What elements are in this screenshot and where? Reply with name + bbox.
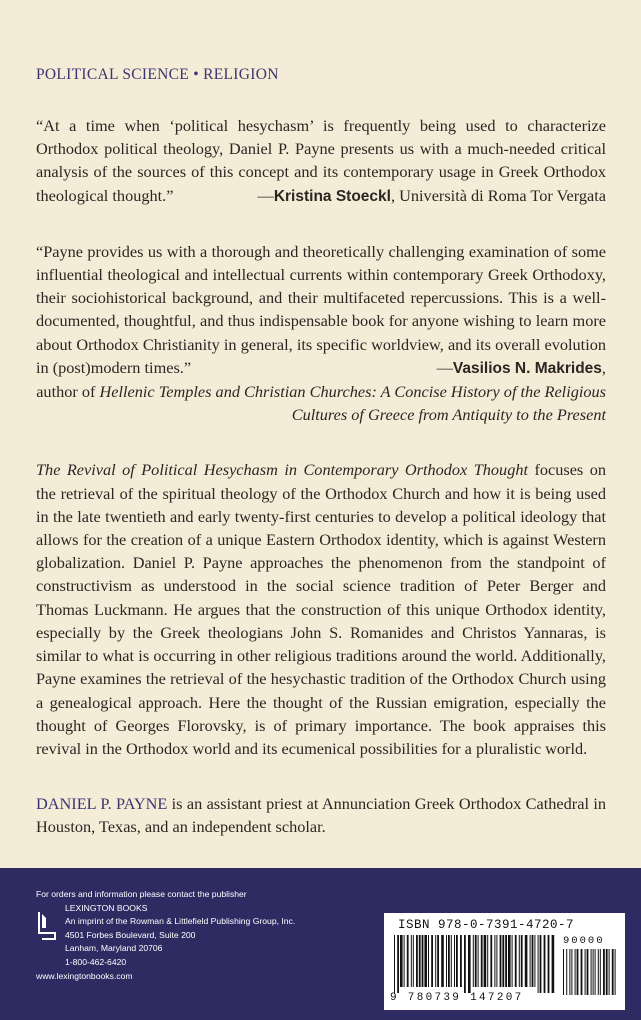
- book-title: The Revival of Political Hesychasm in Contemporary Orthodox Thought: [36, 460, 528, 480]
- barcode-bar: [571, 949, 572, 995]
- barcode-bar: [606, 949, 608, 995]
- name-suffix: ,: [601, 357, 606, 377]
- barcode-bar: [593, 949, 594, 995]
- barcode-bar: [595, 949, 596, 995]
- publisher-info: [36, 888, 376, 983]
- barcode-bar: [468, 935, 471, 993]
- imprint-line: An imprint of the Rowman & Littlefield Publishing Group, Inc.: [65, 916, 296, 927]
- barcode-bar: [548, 935, 550, 993]
- barcode-bar: [603, 949, 605, 995]
- barcode-bar: [512, 935, 513, 987]
- barcode-bar: [484, 935, 487, 987]
- attribution-dash: —: [436, 357, 453, 377]
- barcode-bar: [612, 949, 614, 995]
- address-line1: 4501 Forbes Boulevard, Suite 200: [65, 929, 196, 940]
- book-title-line1: Hellenic Temples and Christian Churches: A Concise History of the Religious: [99, 382, 606, 402]
- cover-text: [36, 66, 606, 839]
- barcode-bar: [552, 935, 555, 993]
- barcode-bar: [437, 935, 439, 987]
- barcode-bar: [464, 935, 466, 993]
- barcode-bar: [456, 935, 458, 987]
- barcode-bar: [530, 935, 531, 987]
- barcode-bar: [490, 935, 492, 987]
- publisher-footer: [0, 868, 641, 1020]
- barcode-bar: [424, 935, 427, 987]
- barcode-bar: [422, 935, 424, 987]
- barcode-bar: [563, 949, 564, 995]
- barcode-bar: [585, 949, 586, 995]
- addon-digits: 90000: [563, 935, 605, 947]
- endorser-credit: [36, 380, 606, 403]
- order-intro: For orders and information please contact the publisher: [36, 889, 247, 899]
- book-title-line2: Cultures of Greece from Antiquity to the Present: [291, 405, 606, 425]
- barcode-bar: [534, 935, 535, 987]
- description-text: focuses on the retrieval of the spiritual theology of the Orthodox Church and how it is being used in the late twentieth and early twenty-first centuries to develop a political ideology that allows for the creation of a unique Eastern Orthodox identity, which is against Western globalization. Daniel P. Payne approaches the phenomenon from the standpoint of constructivism as understood in the social science tradition of Peter Berger and Thomas Luckmann. He argues that the construction of this unique Orthodox identity, especially by the Greek theologians John S. Romanides and Christos Yannaras, is similar to what is occurring in other religious traditions around the world. Additionally, Payne examines the retrieval of the hesychastic tradition of the Orthodox Church using a genealogical approach. Here the thought of the Russian emigration, especially the thought of Georges Florovsky, is of primary importance. The book appraises this revival in the Orthodox world and its ecumenical possibilities for a pluralistic world.: [36, 460, 606, 758]
- barcode-bar: [581, 949, 583, 995]
- endorser-credit-line2: [36, 403, 606, 426]
- barcode-bar: [413, 935, 414, 987]
- barcode-bar: [416, 935, 418, 987]
- barcode-bar: [600, 949, 601, 995]
- barcode-bar: [431, 935, 433, 987]
- addon-barcode-bars: [561, 949, 617, 1001]
- barcode-bar: [397, 935, 399, 993]
- barcode-bar: [609, 949, 610, 995]
- barcode-bar: [521, 935, 523, 987]
- endorser-name: Kristina Stoeckl: [273, 187, 391, 205]
- barcode-bar: [577, 949, 579, 995]
- ean-digits: 9 780739 147207: [390, 992, 524, 1004]
- isbn-barcode: [384, 913, 625, 1010]
- barcode-bar: [428, 935, 429, 987]
- ean-barcode-bars: [392, 935, 557, 993]
- barcode-bar: [481, 935, 483, 987]
- barcode-bar: [411, 935, 412, 987]
- barcode-bar: [451, 935, 452, 987]
- barcode-bar: [591, 949, 592, 995]
- address-line2: Lanham, Maryland 20706: [65, 943, 163, 954]
- author-name: DANIEL P. PAYNE: [36, 794, 168, 814]
- barcode-bar: [519, 935, 520, 987]
- barcode-bar: [615, 949, 616, 995]
- author-bio-text: is an assistant priest at Annunciation Greek Orthodox Cathedral in Houston, Texas, and an independent scholar.: [36, 794, 606, 837]
- barcode-bar: [407, 935, 409, 987]
- endorser-name: Vasilios N. Makrides: [452, 359, 602, 377]
- barcode-bar: [500, 935, 502, 987]
- barcode-bar: [532, 935, 534, 987]
- author-prefix: author of: [36, 382, 100, 402]
- barcode-bar: [473, 935, 474, 987]
- phone-number: 1-800-462-6420: [65, 956, 127, 967]
- barcode-bar: [505, 935, 507, 987]
- website-url: www.lexingtonbooks.com: [36, 970, 133, 981]
- attribution-dash: —: [257, 185, 274, 205]
- barcode-bar: [478, 935, 479, 987]
- barcode-bar: [587, 949, 589, 995]
- barcode-bar: [569, 949, 570, 995]
- barcode-bar: [502, 935, 504, 987]
- author-bio: [36, 792, 606, 838]
- barcode-bar: [538, 935, 539, 993]
- barcode-bar: [454, 935, 455, 987]
- endorsement-text: “At a time when ‘political hesychasm’ is frequently being used to characterize Orthodox political theology, Daniel P. Payne presents us with a much-needed critical analysis of the sources of this concept and its contemporary usage in Greek Orthodox theological thought.”: [36, 116, 606, 205]
- barcode-bar: [575, 949, 576, 995]
- barcode-bar: [404, 935, 405, 987]
- barcode-bar: [544, 935, 546, 993]
- barcode-bar: [496, 935, 497, 987]
- barcode-bar: [435, 935, 436, 987]
- barcode-bar: [475, 935, 477, 987]
- barcode-bar: [460, 935, 462, 987]
- barcode-bar: [448, 935, 450, 987]
- barcode-bar: [441, 935, 444, 987]
- category-label: POLITICAL SCIENCE • RELIGION: [36, 66, 279, 83]
- barcode-bar: [508, 935, 511, 987]
- barcode-bar: [494, 935, 495, 987]
- endorsement-text: “Payne provides us with a thorough and theoretically challenging examination of some influential theological and intellectual currents within contemporary Greek Orthodoxy, their sociohistorical background, and their multifaceted repercussions. This is a well-documented, thoughtful, and thus indispensable book for anyone wishing to learn more about Orthodox Christianity in general, its specific worldview, and its overall evolution in (post)modern times.”: [36, 241, 606, 377]
- endorser-affiliation: , Università di Roma Tor Vergata: [390, 185, 606, 205]
- barcode-bar: [598, 949, 599, 995]
- barcode-bar: [446, 935, 447, 987]
- barcode-bar: [540, 935, 542, 993]
- barcode-bar: [487, 935, 488, 987]
- barcode-bar: [566, 949, 567, 995]
- barcode-bar: [394, 935, 395, 993]
- barcode-bar: [525, 935, 528, 987]
- book-description: [36, 458, 606, 760]
- isbn-label: ISBN 978-0-7391-4720-7: [398, 918, 575, 932]
- endorsement-stoeckl: [36, 114, 606, 208]
- barcode-bar: [419, 935, 421, 987]
- endorsement-makrides: [36, 240, 606, 427]
- barcode-bar: [515, 935, 517, 987]
- publisher-name: LEXINGTON BOOKS: [65, 902, 148, 913]
- barcode-bar: [400, 935, 403, 987]
